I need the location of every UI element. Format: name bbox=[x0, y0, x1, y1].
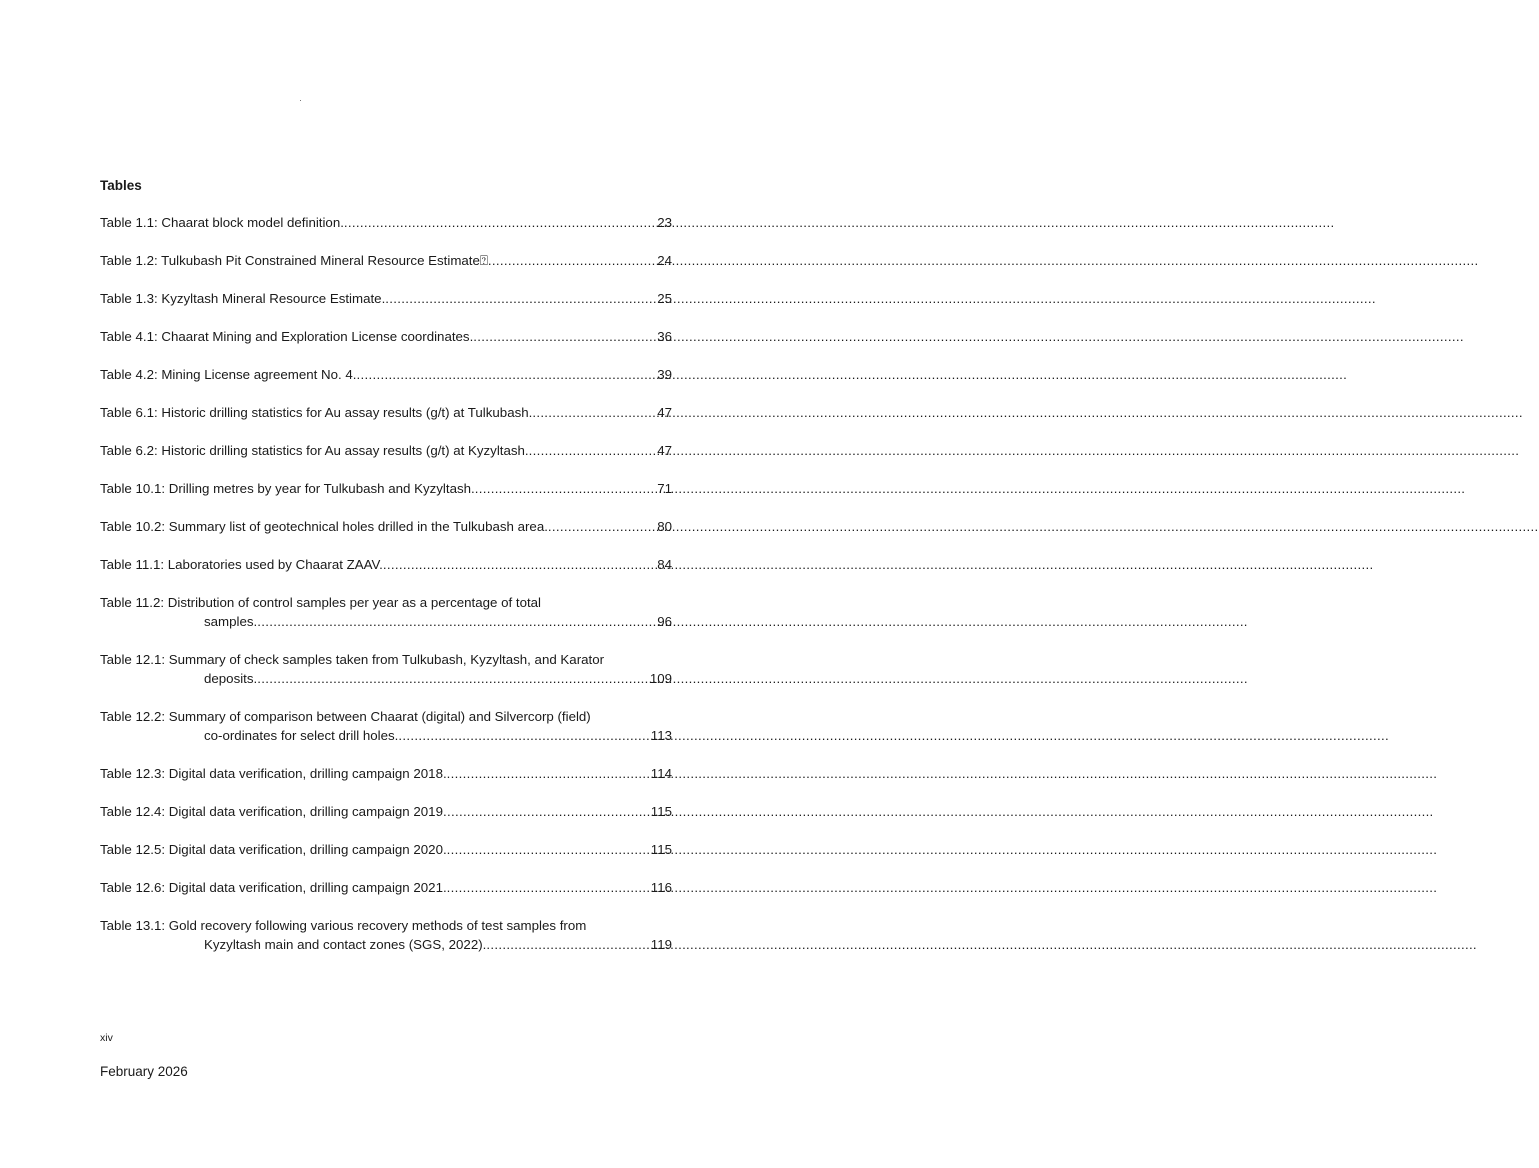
toc-entry-line bbox=[100, 289, 672, 308]
dot-leader bbox=[486, 935, 649, 954]
toc-entry-page: 119 bbox=[650, 937, 672, 952]
toc-entry-line bbox=[100, 327, 672, 346]
toc-entry-line bbox=[100, 935, 672, 954]
dot-leader bbox=[344, 213, 656, 232]
dot-leader bbox=[447, 840, 650, 859]
toc-entry-page: 115 bbox=[650, 804, 672, 819]
toc-entry[interactable] bbox=[100, 517, 672, 536]
toc-entry-page: 116 bbox=[650, 880, 672, 895]
toc-entry[interactable] bbox=[100, 764, 672, 783]
toc-entry[interactable] bbox=[100, 327, 672, 346]
toc-entry-line bbox=[100, 555, 672, 574]
toc-entry-line bbox=[100, 251, 672, 270]
toc-entry-line bbox=[100, 365, 672, 384]
toc-entry-title: Table 12.6: Digital data verification, drilling campaign 2021. bbox=[100, 880, 447, 895]
toc-entry[interactable] bbox=[100, 479, 672, 498]
toc-entry-title: deposits. bbox=[204, 671, 258, 686]
dot-leader bbox=[529, 441, 657, 460]
toc-entry-line bbox=[100, 840, 672, 859]
toc-entry-line bbox=[100, 612, 672, 631]
toc-entry-title: Table 1.2: Tulkubash Pit Constrained Mineral Resource Estimate⍰ bbox=[100, 253, 488, 268]
dot-leader bbox=[385, 289, 656, 308]
toc-entry-title: Table 4.1: Chaarat Mining and Exploration License coordinates. bbox=[100, 329, 474, 344]
toc-entry-title: Table 12.5: Digital data verification, drilling campaign 2020. bbox=[100, 842, 447, 857]
toc-entry-page: 115 bbox=[650, 842, 672, 857]
toc-entry[interactable] bbox=[100, 555, 672, 574]
dot-leader bbox=[257, 669, 649, 688]
toc-entry[interactable] bbox=[100, 840, 672, 859]
dot-leader bbox=[398, 726, 649, 745]
toc-entry-page: 96 bbox=[657, 614, 672, 629]
toc-entry-title: Table 1.1: Chaarat block model definition. bbox=[100, 215, 344, 230]
toc-entry-page: 113 bbox=[650, 728, 672, 743]
stray-mark bbox=[300, 100, 301, 101]
toc-entry-title: Table 12.4: Digital data verification, drilling campaign 2019 bbox=[100, 804, 443, 819]
dot-leader bbox=[447, 878, 650, 897]
toc-entry[interactable] bbox=[100, 213, 672, 232]
dot-leader bbox=[473, 327, 656, 346]
toc-entry-title: Table 12.3: Digital data verification, drilling campaign 2018. bbox=[100, 766, 447, 781]
toc-entry[interactable] bbox=[100, 878, 672, 897]
toc-entry-line bbox=[100, 403, 672, 422]
toc-entry-title: Table 11.1: Laboratories used by Chaarat ZAAV. bbox=[100, 557, 383, 572]
toc-entry-title: Kyzyltash main and contact zones (SGS, 2022). bbox=[204, 937, 487, 952]
toc-entry-line bbox=[100, 650, 672, 669]
toc-entry[interactable] bbox=[100, 251, 672, 270]
toc-entry-title: Table 12.2: Summary of comparison between Chaarat (digital) and Silvercorp (field) bbox=[100, 709, 591, 724]
toc-entry-page: 39 bbox=[657, 367, 672, 382]
toc-entry-page: 25 bbox=[657, 291, 672, 306]
dot-leader bbox=[383, 555, 656, 574]
toc-entry-title: Table 10.2: Summary list of geotechnical holes drilled in the Tulkubash area. bbox=[100, 519, 548, 534]
toc-entry-page: 23 bbox=[657, 215, 672, 230]
toc-entry-line bbox=[100, 764, 672, 783]
dot-leader bbox=[488, 251, 656, 270]
toc-entry[interactable] bbox=[100, 707, 672, 745]
dot-leader bbox=[356, 365, 656, 384]
toc-entry-line bbox=[100, 213, 672, 232]
toc-entry-title: samples. bbox=[204, 614, 258, 629]
toc-entry-page: 71 bbox=[657, 481, 672, 496]
toc-entry-line bbox=[100, 669, 672, 688]
toc-entry-line bbox=[100, 517, 672, 536]
toc-entry-page: 47 bbox=[657, 443, 672, 458]
dot-leader bbox=[257, 612, 656, 631]
toc-entry-title: Table 6.2: Historic drilling statistics for Au assay results (g/t) at Kyzyltash. bbox=[100, 443, 529, 458]
toc-entry-page: 36 bbox=[657, 329, 672, 344]
toc-entry-line bbox=[100, 593, 672, 612]
toc-entry-line bbox=[100, 726, 672, 745]
toc-entry-page: 109 bbox=[649, 671, 672, 686]
dot-leader bbox=[475, 479, 656, 498]
toc-entry-title: Table 1.3: Kyzyltash Mineral Resource Estimate. bbox=[100, 291, 386, 306]
toc-entry-title: Table 4.2: Mining License agreement No. 4. bbox=[100, 367, 357, 382]
toc-entry-page: 114 bbox=[650, 766, 672, 781]
document-date: February 2026 bbox=[100, 1064, 188, 1079]
toc-entry-title: Table 13.1: Gold recovery following various recovery methods of test samples from bbox=[100, 918, 587, 933]
list-of-tables-heading: Tables bbox=[100, 178, 142, 193]
toc-entry-title: Table 10.1: Drilling metres by year for Tulkubash and Kyzyltash. bbox=[100, 481, 475, 496]
toc-entry-title: Table 12.1: Summary of check samples taken from Tulkubash, Kyzyltash, and Karator bbox=[100, 652, 605, 667]
toc-entry-line bbox=[100, 479, 672, 498]
toc-entry[interactable] bbox=[100, 365, 672, 384]
toc-entry-title: co-ordinates for select drill holes. bbox=[204, 728, 399, 743]
page-number: xiv bbox=[100, 1032, 113, 1044]
table-of-contents-list bbox=[100, 213, 672, 973]
toc-entry-line bbox=[100, 707, 672, 726]
dot-leader bbox=[447, 764, 650, 783]
toc-entry-line bbox=[100, 878, 672, 897]
toc-entry-title: Table 6.1: Historic drilling statistics for Au assay results (g/t) at Tulkubash. bbox=[100, 405, 533, 420]
toc-entry[interactable] bbox=[100, 289, 672, 308]
dot-leader bbox=[443, 802, 650, 821]
toc-entry-line bbox=[100, 441, 672, 460]
toc-entry-page: 80 bbox=[657, 519, 672, 534]
dot-leader bbox=[548, 517, 656, 536]
toc-entry-line bbox=[100, 916, 672, 935]
toc-entry[interactable] bbox=[100, 403, 672, 422]
toc-entry[interactable] bbox=[100, 441, 672, 460]
toc-entry[interactable] bbox=[100, 650, 672, 688]
toc-entry-page: 84 bbox=[657, 557, 672, 572]
dot-leader bbox=[532, 403, 656, 422]
toc-entry[interactable] bbox=[100, 802, 672, 821]
toc-entry-page: 24 bbox=[657, 253, 672, 268]
toc-entry-title: Table 11.2: Distribution of control samples per year as a percentage of total bbox=[100, 595, 542, 610]
toc-entry[interactable] bbox=[100, 593, 672, 631]
toc-entry-page: 47 bbox=[657, 405, 672, 420]
toc-entry[interactable] bbox=[100, 916, 672, 954]
toc-entry-line bbox=[100, 802, 672, 821]
